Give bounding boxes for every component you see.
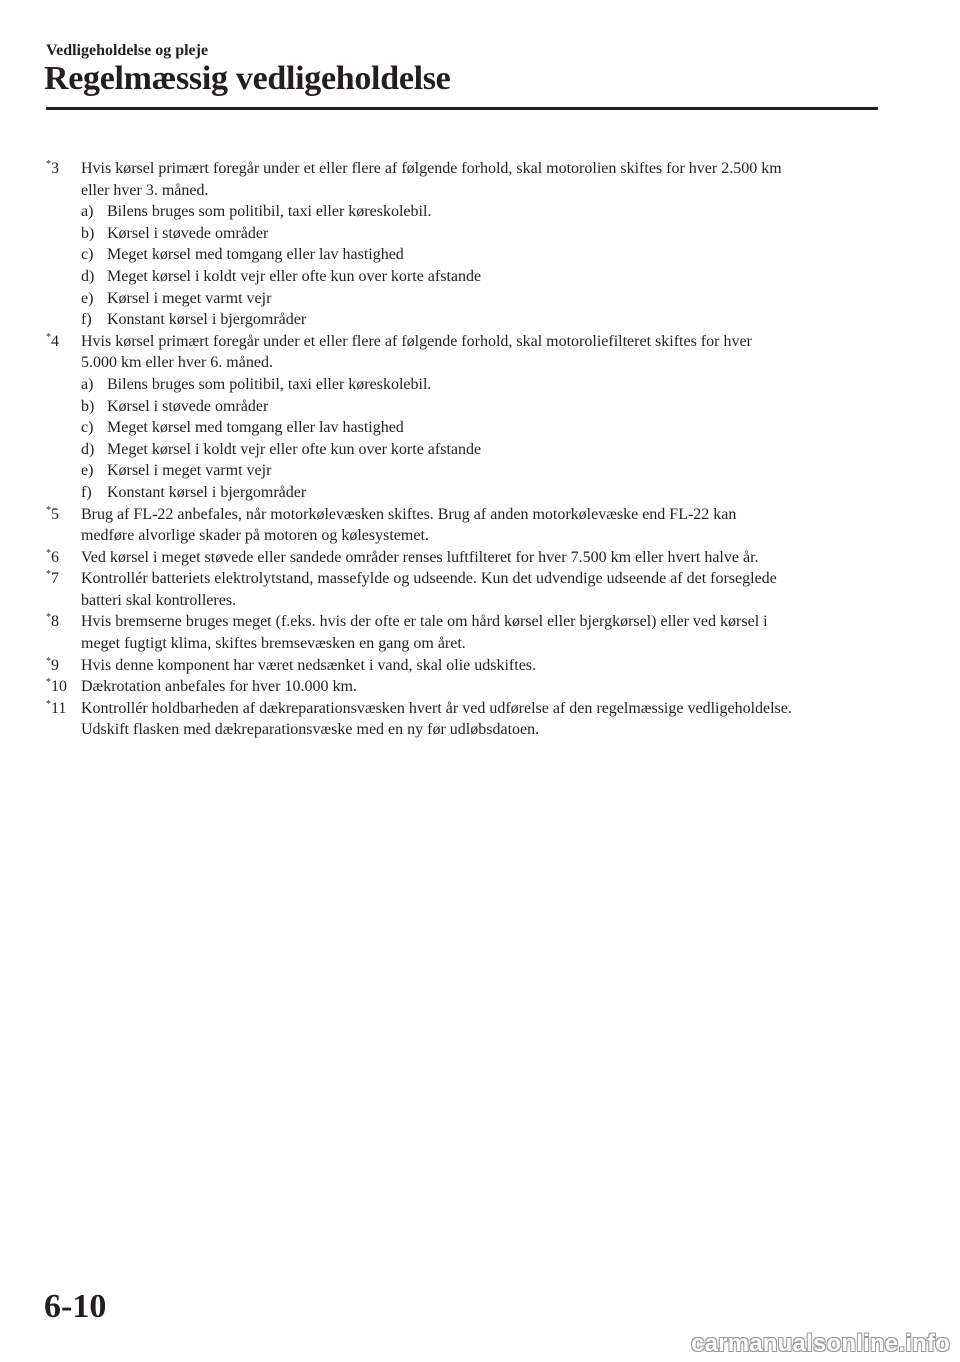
footnote-text-line: medføre alvorlige skader på motoren og kølesystemet.: [81, 527, 429, 545]
footnote-body: [81, 676, 886, 698]
footnote-number: 7: [51, 570, 59, 588]
footnote-marker: [46, 158, 81, 331]
footnote-text-line: batteri skal kontrolleres.: [81, 591, 237, 609]
footnote-asterisk: *: [46, 547, 51, 559]
footnote-text-line: Kontrollér holdbarheden af dækreparationsvæsken hvert år ved udførelse af den regelmæssige vedligeholdelse.: [81, 699, 792, 717]
condition-letter: c): [81, 246, 94, 264]
condition-text: Meget kørsel med tomgang eller lav hastighed: [107, 419, 404, 437]
condition-item: [81, 244, 886, 266]
condition-text: Kørsel i meget varmt vejr: [107, 289, 272, 307]
footnote-body: [81, 698, 886, 741]
footnote-text-line: Hvis kørsel primært foregår under et eller flere af følgende forhold, skal motorolien skiftes for hver 2.500 km: [81, 160, 782, 177]
footnote-text-line: Ved kørsel i meget støvede eller sandede områder renses luftfilteret for hver 7.500 km eller hvert halve år.: [81, 548, 759, 566]
footnote-body: [81, 547, 886, 569]
condition-item: [81, 309, 886, 331]
footnote-body: [81, 611, 886, 654]
page-number: 6-10: [44, 1288, 107, 1325]
watermark: carmanualsonline.info: [691, 1330, 950, 1357]
footnote-9: [46, 655, 886, 677]
condition-text: Meget kørsel i koldt vejr eller ofte kun over korte afstande: [107, 267, 482, 285]
condition-letter: c): [81, 419, 94, 437]
condition-item: [81, 223, 886, 245]
condition-letter: e): [81, 289, 94, 307]
footnote-marker: [46, 676, 81, 698]
footnote-5: [46, 504, 886, 547]
condition-letter: b): [81, 224, 95, 242]
condition-text: Kørsel i støvede områder: [107, 397, 269, 415]
condition-text: Bilens bruges som politibil, taxi eller køreskolebil.: [107, 375, 432, 393]
footnote-number: 10: [51, 678, 67, 696]
footnote-marker: [46, 504, 81, 547]
condition-text: Meget kørsel med tomgang eller lav hastighed: [107, 246, 404, 264]
footnote-text-line: Brug af FL-22 anbefales, når motorkølevæsken skiftes. Brug af anden motorkølevæske end FL-22 kan: [81, 505, 737, 523]
footnote-8: [46, 611, 886, 654]
footnote-body: [81, 158, 886, 331]
condition-letter: d): [81, 267, 95, 285]
footnote-marker: [46, 331, 81, 504]
condition-item: [81, 396, 886, 418]
footnote-number: 8: [51, 613, 59, 631]
condition-item: [81, 417, 886, 439]
footnote-number: 9: [51, 656, 59, 674]
condition-text: Meget kørsel i koldt vejr eller ofte kun over korte afstande: [107, 440, 482, 458]
condition-text: Kørsel i støvede områder: [107, 224, 269, 242]
condition-letter: a): [81, 203, 94, 221]
footnote-number: 5: [51, 505, 59, 523]
footnote-text-line: meget fugtigt klima, skiftes bremsevæsken en gang om året.: [81, 635, 466, 653]
footnote-body: [81, 331, 886, 504]
footnote-text-line: 5.000 km eller hver 6. måned.: [81, 354, 273, 372]
footnote-4: [46, 331, 886, 504]
condition-item: [81, 374, 886, 396]
footnote-10: [46, 676, 886, 698]
footnote-7: [46, 568, 886, 611]
condition-text: Konstant kørsel i bjergområder: [107, 483, 307, 501]
footnote-text-line: Dækrotation anbefales for hver 10.000 km.: [81, 678, 357, 696]
footnote-asterisk: *: [46, 504, 51, 516]
footnote-text-line: eller hver 3. måned.: [81, 181, 209, 199]
condition-text: Konstant kørsel i bjergområder: [107, 311, 307, 329]
footnote-asterisk: *: [46, 655, 51, 667]
condition-text: Bilens bruges som politibil, taxi eller køreskolebil.: [107, 203, 432, 221]
condition-item: [81, 482, 886, 504]
condition-letter: a): [81, 375, 94, 393]
footnote-asterisk: *: [46, 677, 51, 689]
condition-letter: b): [81, 397, 95, 415]
condition-text: Kørsel i meget varmt vejr: [107, 462, 272, 480]
condition-letter: f): [81, 311, 92, 329]
footnote-number: 4: [51, 332, 59, 350]
footnote-asterisk: *: [46, 612, 51, 624]
footnote-6: [46, 547, 886, 569]
footnote-body: [81, 655, 886, 677]
footnote-asterisk: *: [46, 159, 51, 170]
footnote-number: 6: [51, 548, 59, 566]
footnote-marker: [46, 547, 81, 569]
footnote-text-line: Hvis kørsel primært foregår under et eller flere af følgende forhold, skal motoroliefilteret skiftes for hver: [81, 332, 752, 350]
section-header: Vedligeholdelse og pleje: [46, 42, 209, 59]
footnote-text-line: Hvis bremserne bruges meget (f.eks. hvis der ofte er tale om hård kørsel eller bjergkørsel) eller ved kørsel i: [81, 613, 768, 631]
condition-item: [81, 460, 886, 482]
page-title: Regelmæssig vedligeholdelse: [44, 60, 451, 97]
footnote-text-line: Kontrollér batteriets elektrolytstand, massefylde og udseende. Kun det udvendige udseende af det forseglede: [81, 570, 777, 588]
footnote-text-line: Hvis denne komponent har været nedsænket i vand, skal olie udskiftes.: [81, 656, 537, 674]
condition-letter: f): [81, 483, 92, 501]
footnote-list: [46, 158, 886, 741]
title-divider: [46, 107, 878, 110]
footnote-marker: [46, 655, 81, 677]
condition-item: [81, 201, 886, 223]
footnote-marker: [46, 698, 81, 741]
footnote-body: [81, 504, 886, 547]
footnote-text-line: Udskift flasken med dækreparationsvæske med en ny før udløbsdatoen.: [81, 721, 540, 739]
condition-item: [81, 439, 886, 461]
footnote-marker: [46, 611, 81, 654]
footnote-number: 3: [51, 160, 59, 177]
condition-letter: d): [81, 440, 95, 458]
condition-letter: e): [81, 462, 94, 480]
footnote-3: [46, 158, 886, 331]
condition-item: [81, 266, 886, 288]
footnote-asterisk: *: [46, 331, 51, 343]
condition-item: [81, 288, 886, 310]
footnote-asterisk: *: [46, 698, 51, 710]
footnote-marker: [46, 568, 81, 611]
footnote-number: 11: [51, 699, 67, 717]
footnote-body: [81, 568, 886, 611]
footnote-asterisk: *: [46, 569, 51, 581]
footnote-11: [46, 698, 886, 741]
